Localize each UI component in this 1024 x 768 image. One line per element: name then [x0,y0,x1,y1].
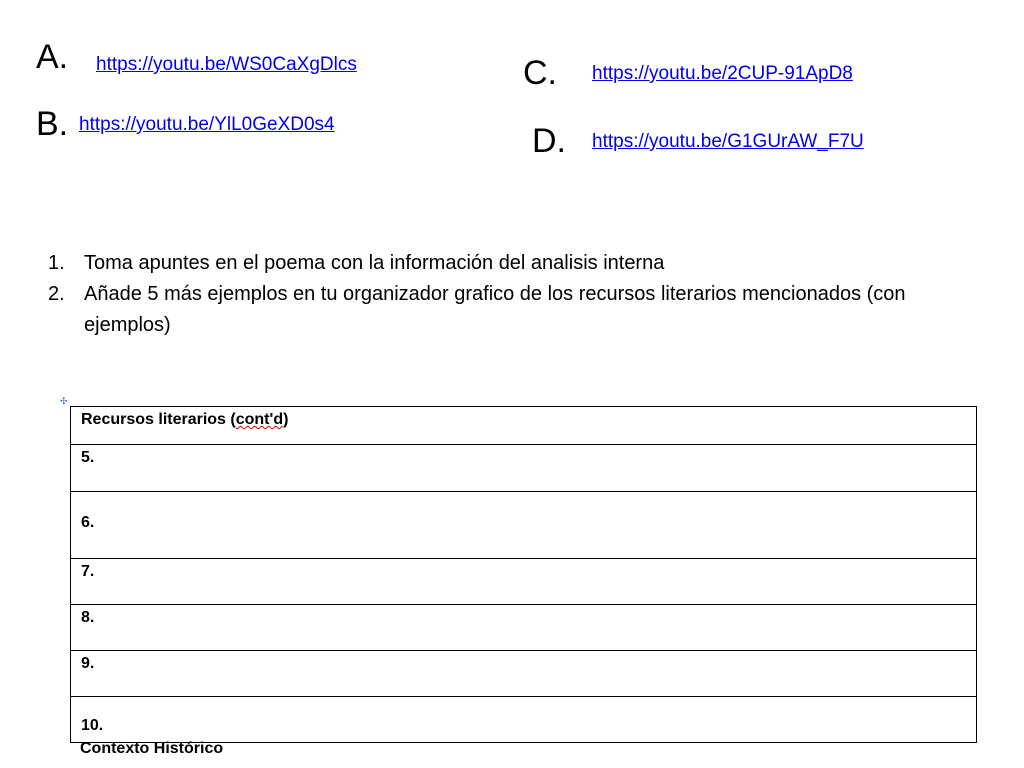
instruction-text: Añade 5 más ejemplos en tu organizador grafico de los recursos literarios mencionados (con ejemplos) [84,283,906,336]
instruction-number: 2. [48,283,65,305]
table-cell[interactable]: 10. [71,697,977,743]
table-anchor-icon[interactable]: ✣ [60,397,68,407]
spellcheck-marked-word: cont'd [235,411,284,428]
next-section-heading: Contexto Histórico [80,740,224,757]
table-row [71,559,977,605]
option-c-letter: C. [523,54,557,92]
instruction-text: Toma apuntes en el poema con la información del analisis interna [84,252,665,274]
table-row [71,605,977,651]
instruction-number: 1. [48,252,65,274]
instruction-item [48,248,908,279]
table-cell[interactable]: 7. [71,559,977,605]
table-cell[interactable]: 5. [71,445,977,492]
option-b-link[interactable]: https://youtu.be/YlL0GeXD0s4 [79,114,335,135]
option-d-letter: D. [532,122,566,160]
instruction-item [48,279,908,341]
option-a-link[interactable]: https://youtu.be/WS0CaXgDlcs [96,54,357,75]
table-header-prefix: Recursos literarios ( [81,411,236,428]
instructions-list [48,248,908,341]
option-a-letter: A. [36,38,69,76]
table-row [71,651,977,697]
table-header-cell[interactable] [71,407,977,445]
option-d-link[interactable]: https://youtu.be/G1GUrAW_F7U [592,131,864,152]
table-row [71,492,977,559]
option-c-link[interactable]: https://youtu.be/2CUP-91ApD8 [592,63,853,84]
table-row [71,445,977,492]
table-row [71,697,977,743]
table-header-row [71,407,977,445]
table-cell[interactable]: 6. [71,492,977,559]
table-cell[interactable]: 8. [71,605,977,651]
table-header-suffix: ) [283,411,289,428]
table-cell[interactable]: 9. [71,651,977,697]
literary-devices-table [70,406,977,743]
option-b-letter: B. [36,105,69,143]
